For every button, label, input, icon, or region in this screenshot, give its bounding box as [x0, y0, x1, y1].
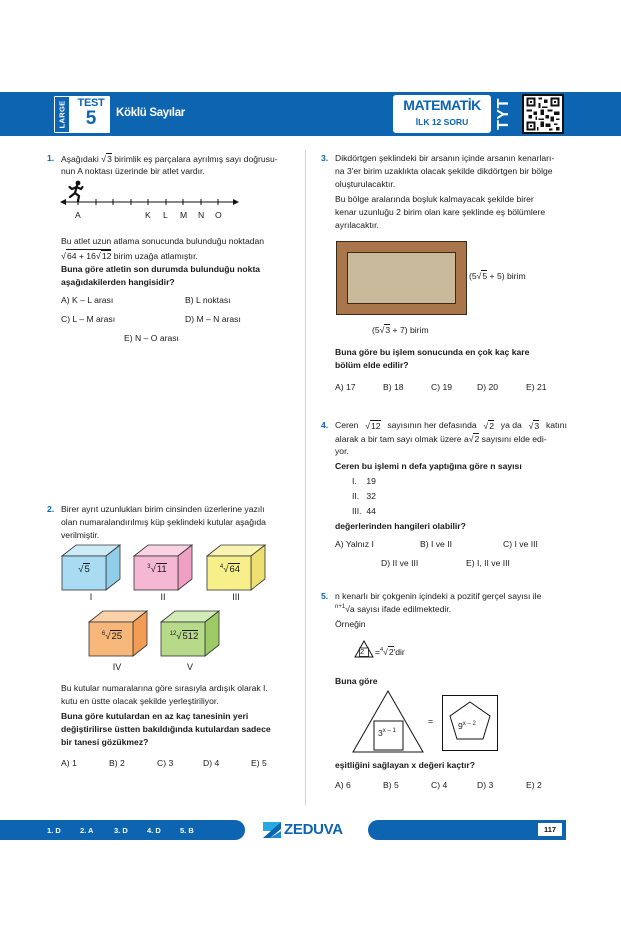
- option-a[interactable]: A) 1: [61, 758, 77, 768]
- question-text: Birer ayrıt uzunlukları birim cinsinden üzerlerine yazılı: [61, 504, 265, 514]
- question-prompt: Buna göre bu işlem sonucunda en çok kaç kare: [335, 347, 530, 357]
- answer-key-item: 2. A: [80, 826, 94, 835]
- question-text: Bu bölge aralarında boşluk kalmayacak şekilde birer: [335, 194, 534, 204]
- question-text: verilmiştir.: [61, 530, 100, 540]
- question-prompt: Ceren bu işlemi n defa yaptığına göre n sayısı: [335, 461, 522, 471]
- cube-3-value: $^4$√64: [219, 563, 241, 575]
- option-c[interactable]: C) 3: [157, 758, 174, 768]
- question-number: 2.: [47, 504, 55, 514]
- question-number: 1.: [47, 153, 55, 163]
- question-prompt: aşağıdakilerden hangisidir?: [61, 277, 175, 287]
- question-text: kutu en üstte olacak şekilde yerleştiriliyor.: [61, 696, 219, 706]
- question-text: kenar uzunluğu 2 birim olan kare şeklinde eş bölümlere: [335, 207, 546, 217]
- question-text: Aşağıdaki √3 birimlik eş parçalara ayrılmış sayı doğrusu-: [61, 154, 278, 164]
- option-d[interactable]: D) II ve III: [381, 558, 419, 568]
- page-bar: [368, 820, 566, 840]
- column-divider: [305, 150, 306, 805]
- question-text: na 3'er birim uzaklıkta olacak şekilde dikdörtgen bir bölge: [335, 166, 553, 176]
- question-prompt: bölüm elde edilir?: [335, 360, 409, 370]
- question-prompt: eşitliğini sağlayan x değeri kaçtır?: [335, 760, 475, 770]
- option-d[interactable]: D) M – N arası: [185, 314, 241, 324]
- test-badge: [53, 95, 111, 134]
- point-label-k: K: [145, 210, 151, 220]
- option-d[interactable]: D) 4: [203, 758, 220, 768]
- option-c[interactable]: C) L – M arası: [61, 314, 116, 324]
- cube-5-label: V: [186, 662, 193, 672]
- point-label-m: M: [180, 210, 188, 220]
- option-a[interactable]: A) 6: [335, 780, 351, 790]
- option-c[interactable]: C) I ve III: [503, 539, 538, 549]
- large-badge: LARGE: [55, 97, 69, 132]
- question-text: $^{n+1}$√a sayısı ifade edilmektedir.: [335, 604, 452, 614]
- question-text: yor.: [335, 446, 349, 456]
- answer-key-item: 4. D: [147, 826, 161, 835]
- question-prompt: değiştirilirse üstten bakıldığında kutulardan sadece: [61, 724, 271, 734]
- example-inner-value: 2: [360, 647, 365, 656]
- point-label-l: L: [163, 210, 168, 220]
- option-e[interactable]: E) 5: [251, 758, 267, 768]
- option-a[interactable]: A) K – L arası: [61, 295, 114, 305]
- height-label: (5√5 + 5) birim: [469, 271, 526, 281]
- question-text: alarak a bir tam sayı olmak üzere a√2 sayısını elde edi-: [335, 434, 547, 444]
- option-e[interactable]: E) 21: [526, 382, 547, 392]
- subject-subtitle: İLK 12 SORU: [415, 117, 469, 127]
- roman-item-1: I. 19: [352, 476, 376, 486]
- question-text: Dikdörtgen şeklindeki bir arsanın içinde arsanın kenarları-: [335, 153, 555, 163]
- question-prompt: Buna göre kutulardan en az kaç tanesinin yeri: [61, 711, 249, 721]
- option-d[interactable]: D) 3: [477, 780, 494, 790]
- inner-region: [347, 252, 456, 304]
- question-text: ayrılacaktır.: [335, 220, 379, 230]
- question-text: n kenarlı bir çokgenin içindeki a pozitif gerçel sayısı ile: [335, 591, 542, 601]
- option-c[interactable]: C) 4: [431, 780, 448, 790]
- number-line-figure: [60, 178, 240, 228]
- question-number: 3.: [321, 153, 329, 163]
- answer-key-item: 5. B: [180, 826, 194, 835]
- example-equation: =$^4$√2'dir: [375, 647, 405, 657]
- topic-title: Köklü Sayılar: [116, 107, 185, 119]
- cube-2-value: $^3$√11: [147, 563, 167, 575]
- roman-item-3: III. 44: [352, 506, 376, 516]
- buna-gore-label: Buna göre: [335, 676, 378, 686]
- qr-code-icon[interactable]: [522, 94, 564, 134]
- question-prompt: Buna göre atletin son durumda bulunduğu nokta: [61, 264, 261, 274]
- question-text: Bu kutular numaralarına göre sırasıyla ardışık olarak I.: [61, 683, 268, 693]
- cube-3-label: III: [232, 592, 240, 602]
- question-number: 4.: [321, 420, 329, 430]
- cube-2-label: II: [160, 592, 166, 602]
- subject-badge: [392, 94, 492, 134]
- cube-1-label: I: [89, 592, 93, 602]
- runner-icon: [70, 181, 83, 201]
- land-plot-figure: [336, 241, 467, 315]
- question-number: 5.: [321, 591, 329, 601]
- option-b[interactable]: B) L noktası: [185, 295, 231, 305]
- pentagon-expression: 9$^{x - 2}$: [458, 721, 476, 731]
- question-text: nun A noktası üzerinde bir atlet vardır.: [61, 166, 205, 176]
- option-a[interactable]: A) 17: [335, 382, 356, 392]
- option-b[interactable]: B) 2: [109, 758, 125, 768]
- question-text: oluşturulacaktır.: [335, 179, 396, 189]
- cube-4-label: IV: [112, 662, 122, 672]
- width-label: (5√3 + 7) birim: [372, 325, 429, 335]
- answer-key-item: 3. D: [114, 826, 128, 835]
- point-label-n: N: [198, 210, 205, 220]
- question-prompt: değerlerinden hangileri olabilir?: [335, 521, 466, 531]
- cube-1-value: √5: [78, 564, 90, 575]
- example-label: Örneğin: [335, 619, 366, 629]
- option-e[interactable]: E) N – O arası: [124, 333, 179, 343]
- point-label-a: A: [75, 210, 81, 220]
- option-c[interactable]: C) 19: [431, 382, 453, 392]
- question-text: olan numaralandırılmış küp şeklindeki kutular aşağıda: [61, 517, 266, 527]
- triangle-figure: [352, 690, 424, 753]
- page-number: 117: [538, 823, 562, 836]
- subject-title: MATEMATİK: [403, 97, 481, 113]
- question-prompt: bir tanesi gözükmez?: [61, 737, 149, 747]
- roman-item-2: II. 32: [352, 491, 376, 501]
- cube-4-value: $^6$√25: [101, 630, 123, 642]
- answer-key-item: 1. D: [47, 826, 61, 835]
- brand-name: ZEDUVA: [284, 821, 343, 838]
- option-b[interactable]: B) I ve II: [420, 539, 452, 549]
- question-text: Bu atlet uzun atlama sonucunda bulunduğu noktadan: [61, 236, 265, 246]
- math-expression: √64 + 16√12 birim uzağa atlamıştır.: [61, 251, 198, 261]
- equals-sign: =: [428, 716, 434, 726]
- cube-5-value: $^{12}$√512: [169, 630, 199, 642]
- test-label: TEST: [77, 97, 105, 109]
- triangle-expression: 3$^{x - 1}$: [378, 728, 396, 738]
- option-e[interactable]: E) I, II ve III: [466, 558, 510, 568]
- point-label-o: O: [215, 210, 222, 220]
- question-text: Ceren √12 sayısının her defasında √2 ya da √3 katını: [335, 420, 567, 431]
- test-number: 5: [85, 108, 97, 129]
- exam-label: TYT: [495, 98, 512, 130]
- option-d[interactable]: D) 20: [477, 382, 499, 392]
- option-b[interactable]: B) 5: [383, 780, 399, 790]
- option-b[interactable]: B) 18: [383, 382, 404, 392]
- option-e[interactable]: E) 2: [526, 780, 542, 790]
- option-a[interactable]: A) Yalnız I: [335, 539, 374, 549]
